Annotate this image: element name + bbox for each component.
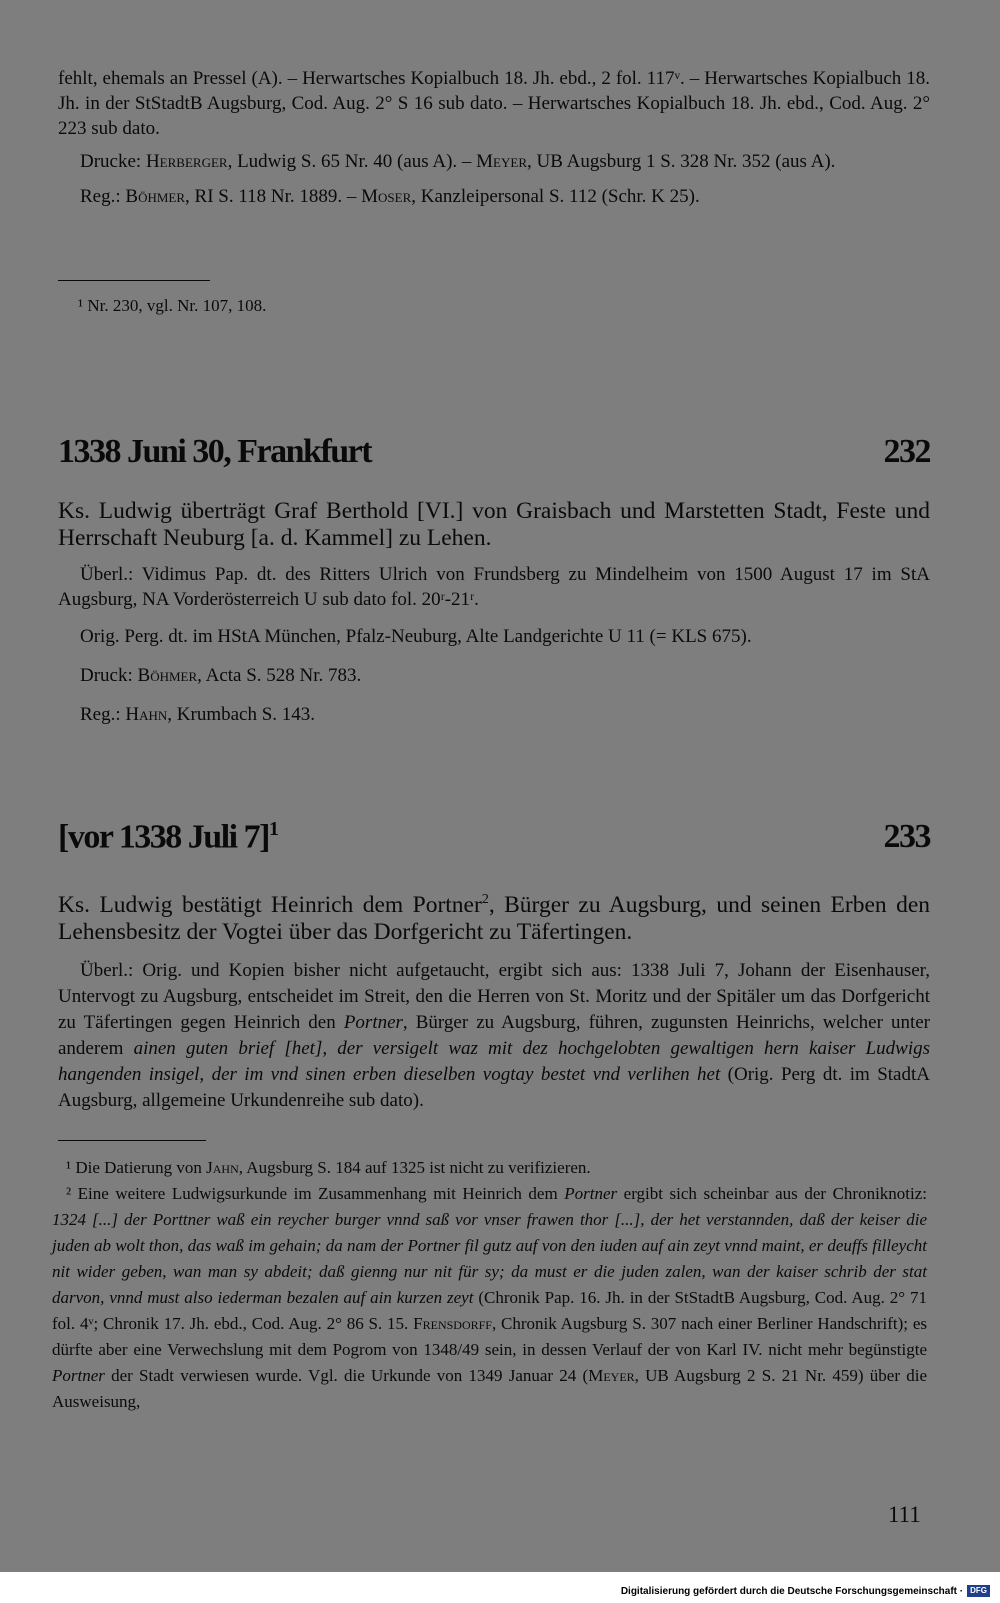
fn2-text-6: , UB Augsburg 2 S. 21 Nr. 459) über die Ausweisung, bbox=[52, 1366, 928, 1411]
entry-232-body bbox=[58, 498, 930, 727]
footnote-divider bbox=[58, 1140, 206, 1141]
drucke-line bbox=[58, 149, 930, 174]
footnote-ref: 2 bbox=[481, 892, 489, 907]
druck-text: , Acta S. 528 Nr. 783. bbox=[197, 665, 362, 686]
footnote-1 bbox=[52, 1155, 927, 1181]
fn2-text-1: ² Eine weitere Ludwigsurkunde im Zusammenhang mit Heinrich dem bbox=[66, 1184, 565, 1203]
entry-232-heading bbox=[58, 433, 930, 471]
summary-text-2: , Bürger zu Augsburg, und seinen Erben den Lehensbesitz der Vogtei über das Dorfgericht zu Täfertingen. bbox=[58, 891, 930, 945]
reg-label: Reg.: bbox=[80, 186, 126, 207]
fn2-text-2: ergibt sich scheinbar aus der Chroniknotiz: bbox=[617, 1184, 928, 1203]
entry-date: 1338 Juni 30, Frankfurt bbox=[58, 433, 372, 470]
entry-summary bbox=[58, 886, 930, 946]
entry-233-heading bbox=[58, 818, 930, 856]
author-jahn: Jahn bbox=[206, 1158, 239, 1177]
reg-label: Reg.: bbox=[80, 704, 126, 725]
ueberl-italic-1: Portner bbox=[343, 1011, 403, 1033]
author-frensdorff: Frensdorff bbox=[413, 1314, 492, 1333]
ueberl-quote: ainen guten brief [het], der versigelt waz mit dez hochgelobten gewaltigen hern kaiser Ludwigs hangenden insigel, der im vnd sinen erben dieselben vogtay bestet vnd verlihen het bbox=[58, 1037, 931, 1085]
author-boehmer: Böhmer bbox=[137, 665, 198, 686]
reg-line bbox=[58, 702, 930, 727]
reg-text-2: , Kanzleipersonal S. 112 (Schr. K 25). bbox=[411, 186, 700, 207]
footnote-2 bbox=[52, 1181, 927, 1415]
reg-text-1: , RI S. 118 Nr. 1889. – bbox=[185, 186, 362, 207]
entry-date-text: [vor 1338 Juli 7] bbox=[58, 818, 269, 856]
entry-233-body bbox=[58, 886, 930, 1114]
previous-entry-continuation bbox=[58, 66, 930, 209]
footnote-divider bbox=[58, 280, 210, 281]
ueberlieferung: Überl.: Vidimus Pap. dt. des Ritters Ulrich von Frundsberg zu Mindelheim von 1500 August 17 im StA Augsburg, NA Vorderösterreich U sub dato fol. 20ʳ-21ʳ. bbox=[58, 564, 930, 610]
page-number: 111 bbox=[888, 1502, 921, 1527]
summary-text-1: Ks. Ludwig bestätigt Heinrich dem Portner bbox=[58, 891, 482, 918]
druck-label: Druck: bbox=[80, 665, 138, 686]
author-meyer: Meyer bbox=[588, 1366, 635, 1385]
fn2-italic-2: Portner bbox=[52, 1366, 105, 1385]
drucke-text-1: , Ludwig S. 65 Nr. 40 (aus A). – bbox=[227, 151, 477, 172]
fn2-chronicle-quote: 1324 [...] der Porttner waß ein reycher burger vnnd saß vor vnser frawen thor [...], der het verstannden, daß der keiser die juden ab wolt thon, das waß im gehain; da nam der Portner fil gutz auf von den iuden auf ain zeyt vnnd maint, er deuffs filleycht nit wider geben, wan man sy abdeit; daß gienng nur nit für sy; da must er die juden zalen, wan der kaiser schrib der stat darvon, vnnd must also iederman bezalen auf ain kurzen zeyt bbox=[52, 1210, 927, 1307]
footnote-1: ¹ Nr. 230, vgl. Nr. 107, 108. bbox=[78, 296, 267, 315]
fn2-text-4: , Chronik Augsburg S. 307 nach einer Berliner Handschrift); es dürfte aber eine Verwechslung mit dem Pogrom von 1348/49 sein, in dessen Verlauf der von Karl IV. nicht mehr begünstigte bbox=[52, 1314, 927, 1359]
entry-date bbox=[58, 818, 279, 856]
drucke-text-2: , UB Augsburg 1 S. 328 Nr. 352 (aus A). bbox=[527, 151, 836, 172]
author-boehmer: Böhmer bbox=[125, 186, 186, 207]
reg-line bbox=[58, 184, 930, 209]
entry-number: 233 bbox=[883, 818, 930, 856]
author-moser: Moser bbox=[361, 186, 412, 207]
ueberl-text-3: (Orig. Perg dt. im StadtA Augsburg, allgemeine Urkundenreihe sub dato). bbox=[58, 1063, 930, 1111]
dfg-credit bbox=[621, 1585, 990, 1597]
entry-number: 232 bbox=[883, 433, 930, 470]
dfg-logo-icon: DFG bbox=[967, 1585, 990, 1597]
manuscript-list: fehlt, ehemals an Pressel (A). – Herwartsches Kopialbuch 18. Jh. ebd., 2 fol. 117ᵛ. – Herwartsches Kopialbuch 18. Jh. in der StStadtB Augsburg, Cod. Aug. 2° S 16 sub dato. – Herwartsches Kopialbuch 18. Jh. ebd., Cod. Aug. 2° 223 sub dato. bbox=[58, 68, 930, 139]
fn2-text-3: (Chronik Pap. 16. Jh. in der StStadtB Augsburg, Cod. Aug. 2° 71 fol. 4ᵛ; Chronik 17. Jh. ebd., Cod. Aug. 2° 86 S. 15. bbox=[52, 1288, 927, 1333]
fn2-italic-1: Portner bbox=[564, 1184, 618, 1203]
drucke-label: Drucke: bbox=[80, 151, 146, 172]
reg-text: , Krumbach S. 143. bbox=[167, 704, 316, 725]
credit-text: Digitalisierung gefördert durch die Deutsche Forschungsgemeinschaft · bbox=[620, 1585, 964, 1597]
entry-summary: Ks. Ludwig überträgt Graf Berthold [VI.] von Graisbach und Marstetten Stadt, Feste und Herrschaft Neuburg [a. d. Kammel] zu Lehen. bbox=[58, 498, 930, 551]
footnote-ref: 1 bbox=[268, 818, 279, 840]
ueberlieferung bbox=[58, 958, 930, 1114]
fn2-text-5: der Stadt verwiesen wurde. Vgl. die Urkunde von 1349 Januar 24 ( bbox=[104, 1366, 589, 1385]
ueberl-text-2: , Bürger zu Augsburg, führen, zugunsten Heinrichs, welcher unter anderem bbox=[58, 1011, 931, 1059]
fn1-text-2: , Augsburg S. 184 auf 1325 ist nicht zu verifizieren. bbox=[238, 1158, 591, 1177]
author-herberger: Herberger bbox=[145, 151, 228, 172]
ueberl-text-1: Überl.: Orig. und Kopien bisher nicht aufgetaucht, ergibt sich aus: 1338 Juli 7, Johann der Eisenhauser, Untervogt zu Augsburg, entscheidet im Streit, den die Herren von St. Moritz und der Spitäler um das Dorfgericht zu Täfertingen gegen Heinrich den bbox=[58, 959, 930, 1033]
original-line: Orig. Perg. dt. im HStA München, Pfalz-Neuburg, Alte Landgerichte U 11 (= KLS 675). bbox=[80, 626, 752, 647]
druck-line bbox=[58, 663, 930, 688]
author-meyer: Meyer bbox=[476, 151, 527, 172]
author-hahn: Hahn bbox=[125, 704, 168, 725]
fn1-text-1: ¹ Die Datierung von bbox=[66, 1158, 207, 1177]
